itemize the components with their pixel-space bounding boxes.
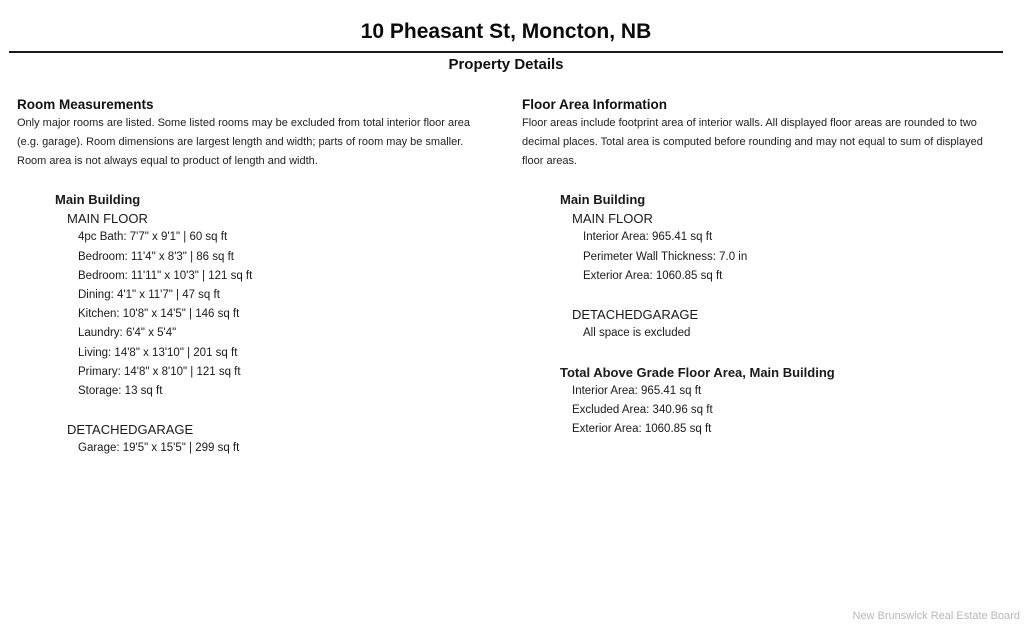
floor-area-section xyxy=(522,95,1017,172)
area-item: Exterior Area: 1060.85 sq ft xyxy=(583,269,723,282)
room-item: Dining: 4'1" x 11'7" | 47 sq ft xyxy=(78,288,220,301)
floor-area-heading: Floor Area Information xyxy=(522,97,668,112)
room-measurements-note-line: (e.g. garage). Room dimensions are largest length and width; parts of room may be smaller. xyxy=(17,136,464,149)
room-item: Living: 14'8" x 13'10" | 201 sq ft xyxy=(78,346,238,359)
floor-title-main-floor: MAIN FLOOR xyxy=(572,211,653,227)
floor-title-main-floor: MAIN FLOOR xyxy=(67,211,148,227)
room-item: Primary: 14'8" x 8'10" | 121 sq ft xyxy=(78,365,241,378)
room-item: Bedroom: 11'4" x 8'3" | 86 sq ft xyxy=(78,250,234,263)
total-area-item: Exterior Area: 1060.85 sq ft xyxy=(572,423,712,436)
room-measurements-note-line: Only major rooms are listed. Some listed rooms may be excluded from total interior floor area xyxy=(17,117,471,129)
header-divider xyxy=(9,51,1003,53)
floor-title-detached-garage: DETACHEDGARAGE xyxy=(67,422,194,438)
room-item: Laundry: 6'4" x 5'4" xyxy=(78,327,177,340)
area-item: Perimeter Wall Thickness: 7.0 in xyxy=(583,250,748,263)
property-address-title: 10 Pheasant St, Moncton, NB xyxy=(360,20,652,43)
spacer xyxy=(55,401,252,420)
room-item: 4pc Bath: 7'7" x 9'1" | 60 sq ft xyxy=(78,231,228,244)
building-title: Main Building xyxy=(55,192,141,207)
total-area-heading: Total Above Grade Floor Area, Main Building xyxy=(560,364,835,380)
room-item: Storage: 13 sq ft xyxy=(78,384,163,397)
floor-area-note-line: Floor areas include footprint area of interior walls. All displayed floor areas are rounded to two xyxy=(522,117,977,129)
room-list xyxy=(55,190,252,459)
spacer xyxy=(560,286,835,305)
floor-area-note-line: decimal places. Total area is computed before rounding and may not equal to sum of displayed xyxy=(522,136,983,149)
room-measurements-note-line: Room area is not always equal to product of length and width. xyxy=(17,155,318,168)
floor-area-list xyxy=(560,190,835,439)
room-item: Bedroom: 11'11" x 10'3" | 121 sq ft xyxy=(78,269,253,282)
page-subtitle: Property Details xyxy=(448,56,564,73)
room-item: Garage: 19'5" x 15'5" | 299 sq ft xyxy=(78,442,240,455)
room-measurements-section xyxy=(17,95,507,172)
area-item: All space is excluded xyxy=(583,327,691,340)
floor-title-detached-garage: DETACHEDGARAGE xyxy=(572,307,699,323)
room-measurements-heading: Room Measurements xyxy=(17,97,154,112)
watermark: New Brunswick Real Estate Board xyxy=(852,610,1020,622)
spacer xyxy=(560,344,835,363)
room-item: Kitchen: 10'8" x 14'5" | 146 sq ft xyxy=(78,308,240,321)
area-item: Interior Area: 965.41 sq ft xyxy=(583,231,713,244)
total-area-item: Excluded Area: 340.96 sq ft xyxy=(572,404,713,417)
building-title: Main Building xyxy=(560,192,646,207)
total-area-item: Interior Area: 965.41 sq ft xyxy=(572,384,702,397)
floor-area-note-line: floor areas. xyxy=(522,155,578,168)
